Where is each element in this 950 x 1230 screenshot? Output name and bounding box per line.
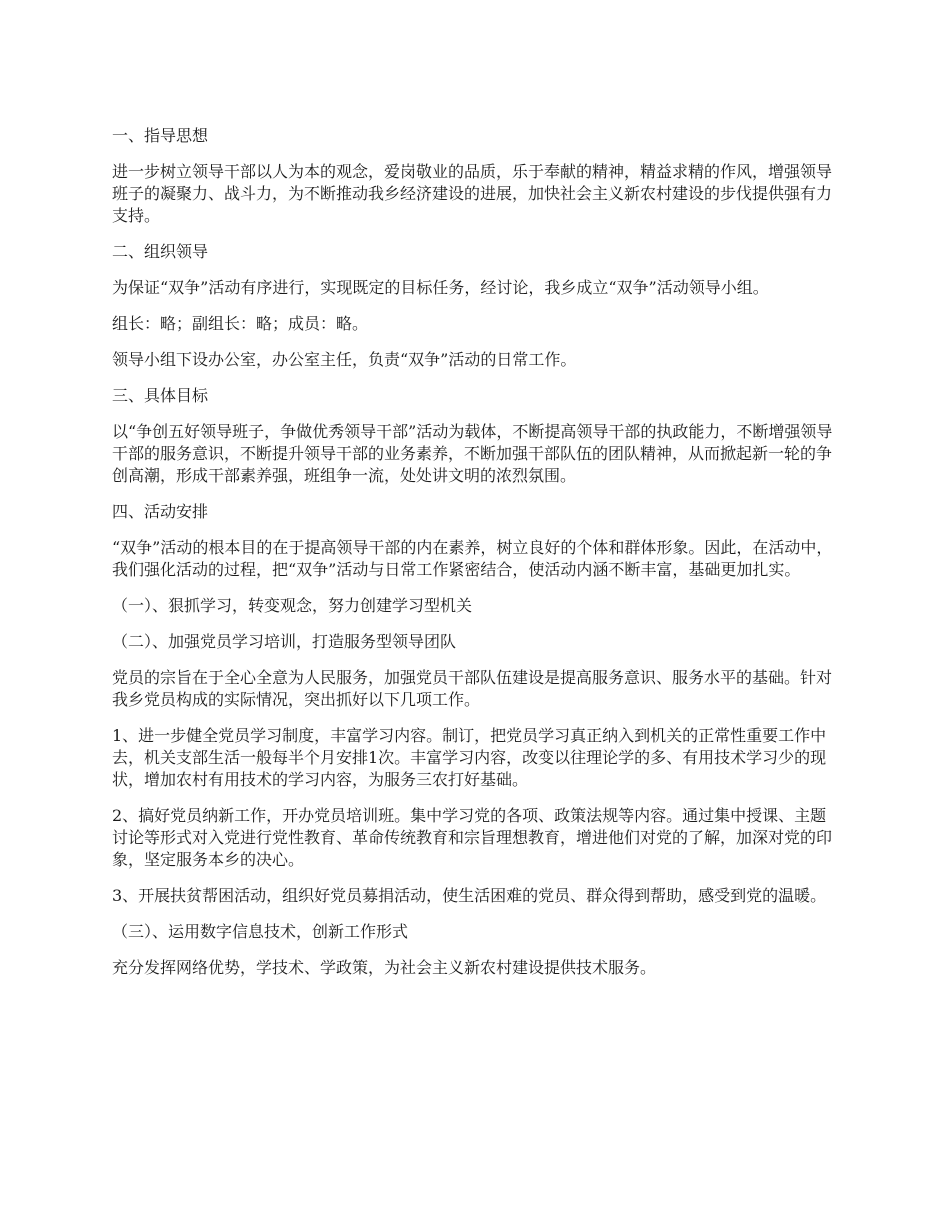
subheading-training: （二）、加强党员学习培训，打造服务型领导团队 <box>112 632 457 651</box>
paragraph-members: 组长：略；副组长：略；成员：略。 <box>112 314 369 333</box>
paragraph-organization: 为保证“双争”活动有序进行，实现既定的目标任务，经讨论，我乡成立“双争”活动领导小组。 <box>112 278 769 297</box>
subheading-study: （一）、狠抓学习，转变观念，努力创建学习型机关 <box>112 596 473 615</box>
paragraph-party-purpose: 党员的宗旨在于全心全意为人民服务，加强党员干部队伍建设是提高服务意识、服务水平的基础。针对我乡党员构成的实际情况，突出抓好以下几项工作。 <box>112 668 833 709</box>
heading-goals: 三、具体目标 <box>112 386 209 405</box>
paragraph-arrangements: “双争”活动的根本目的在于提高领导干部的内在素养，树立良好的个体和群体形象。因此，在活动中，我们强化活动的过程，把“双争”活动与日常工作紧密结合，使活动内涵不断丰富，基础更加扎实。 <box>112 538 833 579</box>
heading-guiding-thought: 一、指导思想 <box>112 126 209 145</box>
document-body <box>112 125 840 993</box>
list-item-3: 3、开展扶贫帮困活动，组织好党员募捐活动，使生活困难的党员、群众得到帮助，感受到党的温暖。 <box>112 886 827 905</box>
paragraph-guiding-thought: 进一步树立领导干部以人为本的观念，爱岗敬业的品质，乐于奉献的精神，精益求精的作风，增强领导班子的凝聚力、战斗力，为不断推动我乡经济建设的进展，加快社会主义新农村建设的步伐提供强有力支持。 <box>112 162 833 225</box>
list-item-1: 1、进一步健全党员学习制度，丰富学习内容。制订，把党员学习真正纳入到机关的正常性重要工作中去，机关支部生活一般每半个月安排1次。丰富学习内容，改变以往理论学的多、有用技术学习少的现状，增加农村有用技术的学习内容，为服务三农打好基础。 <box>112 726 827 789</box>
paragraph-goals: 以“争创五好领导班子，争做优秀领导干部”活动为载体，不断提高领导干部的执政能力，不断增强领导干部的服务意识，不断提升领导干部的业务素养，不断加强干部队伍的团队精神，从而掀起新一轮的争创高潮，形成干部素养强，班组争一流，处处讲文明的浓烈氛围。 <box>112 422 833 485</box>
paragraph-office: 领导小组下设办公室，办公室主任，负责“双争”活动的日常工作。 <box>112 350 577 369</box>
subheading-digital: （三）、运用数字信息技术，创新工作形式 <box>112 922 409 941</box>
paragraph-digital: 充分发挥网络优势，学技术、学政策，为社会主义新农村建设提供技术服务。 <box>112 958 657 977</box>
heading-arrangements: 四、活动安排 <box>112 502 209 521</box>
heading-organization: 二、组织领导 <box>112 242 209 261</box>
list-item-2: 2、搞好党员纳新工作，开办党员培训班。集中学习党的各项、政策法规等内容。通过集中授课、主题讨论等形式对入党进行党性教育、革命传统教育和宗旨理想教育，增进他们对党的了解，加深对党的印象，坚定服务本乡的决心。 <box>112 806 833 869</box>
